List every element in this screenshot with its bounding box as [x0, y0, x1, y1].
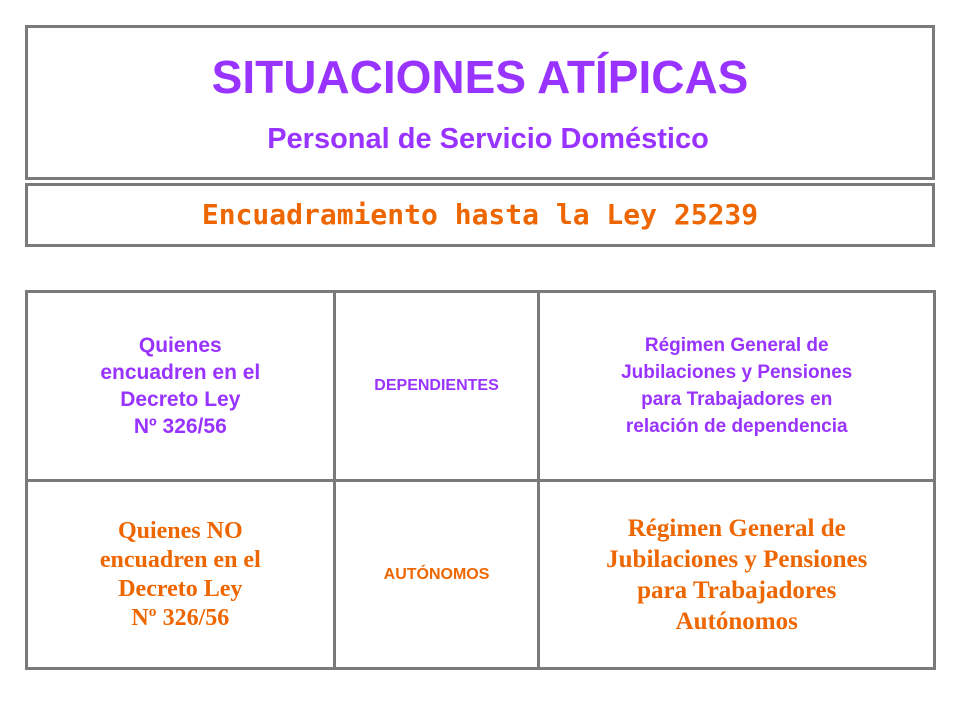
classification-table [25, 290, 936, 670]
regime-line: Jubilaciones y Pensiones [606, 545, 868, 573]
page-subtitle: Personal de Servicio Doméstico [267, 123, 709, 155]
condition-line: encuadren en el [99, 546, 261, 573]
section-heading-box [25, 183, 935, 247]
category-cell [334, 481, 539, 669]
condition-line: Decreto Ley [120, 388, 241, 411]
condition-cell [27, 292, 335, 481]
category-cell [334, 292, 539, 481]
regime-line: relación de dependencia [625, 416, 848, 437]
regime-line: para Trabajadores [637, 576, 837, 604]
regime-cell [539, 481, 935, 669]
condition-line: Nº 326/56 [133, 415, 227, 438]
regime-line: Régimen General de [644, 335, 829, 356]
condition-line: Quienes NO [117, 517, 243, 544]
regime-line: Autónomos [675, 607, 798, 635]
title-box [25, 25, 935, 180]
category-label: DEPENDIENTES [374, 377, 499, 394]
condition-line: encuadren en el [100, 361, 261, 384]
table-row-dependientes [27, 292, 935, 481]
section-heading: Encuadramiento hasta la Ley 25239 [201, 198, 759, 231]
category-label: AUTÓNOMOS [383, 565, 490, 583]
condition-cell [27, 481, 335, 669]
regime-line: para Trabajadores en [641, 389, 833, 410]
regime-line: Régimen General de [627, 514, 846, 542]
regime-line: Jubilaciones y Pensiones [621, 362, 853, 383]
page-title: SITUACIONES ATÍPICAS [211, 51, 749, 103]
condition-line: Decreto Ley [118, 575, 243, 602]
condition-line: Quienes [138, 334, 222, 357]
table-row-autonomos [27, 481, 935, 669]
condition-line: Nº 326/56 [131, 604, 230, 631]
regime-cell [539, 292, 935, 481]
